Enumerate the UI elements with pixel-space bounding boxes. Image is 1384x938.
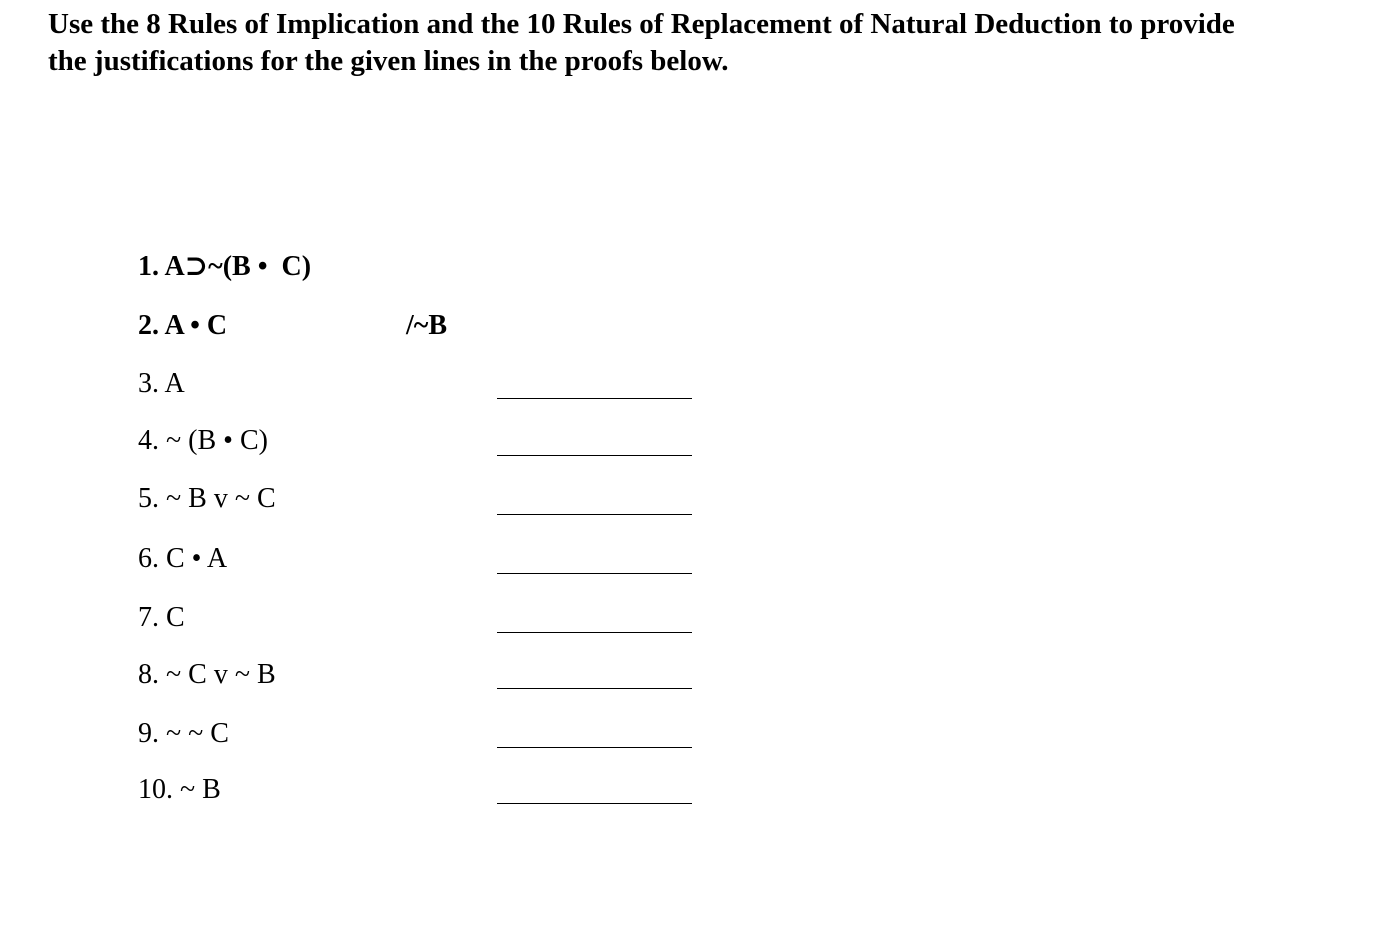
justification-blank-4[interactable] — [497, 455, 692, 456]
justification-blank-5[interactable] — [497, 514, 692, 515]
justification-blank-6[interactable] — [497, 573, 692, 574]
proof-step-8: 8. ~ C v ~ B — [138, 659, 276, 690]
instructions-line-2: the justifications for the given lines in the proofs below. — [48, 45, 729, 77]
proof-step-7: 7. C — [138, 602, 185, 633]
justification-blank-10[interactable] — [497, 803, 692, 804]
premise-1: 1. A⊃~(B • C) — [138, 251, 312, 282]
justification-blank-3[interactable] — [497, 398, 692, 399]
proof-conclusion: /~B — [406, 310, 448, 341]
justification-blank-9[interactable] — [497, 747, 692, 748]
proof-step-9: 9. ~ ~ C — [138, 718, 229, 749]
justification-blank-7[interactable] — [497, 632, 692, 633]
instructions-line-1: Use the 8 Rules of Implication and the 10 Rules of Replacement of Natural Deduction to provide — [48, 8, 1235, 40]
premise-2: 2. A • C — [138, 310, 228, 341]
justification-blank-8[interactable] — [497, 688, 692, 689]
proof-step-4: 4. ~ (B • C) — [138, 425, 268, 456]
proof-step-3: 3. A — [138, 368, 185, 399]
proof-step-5: 5. ~ B v ~ C — [138, 483, 276, 514]
proof-step-6: 6. C • A — [138, 543, 228, 574]
proof-step-10: 10. ~ B — [138, 774, 221, 805]
